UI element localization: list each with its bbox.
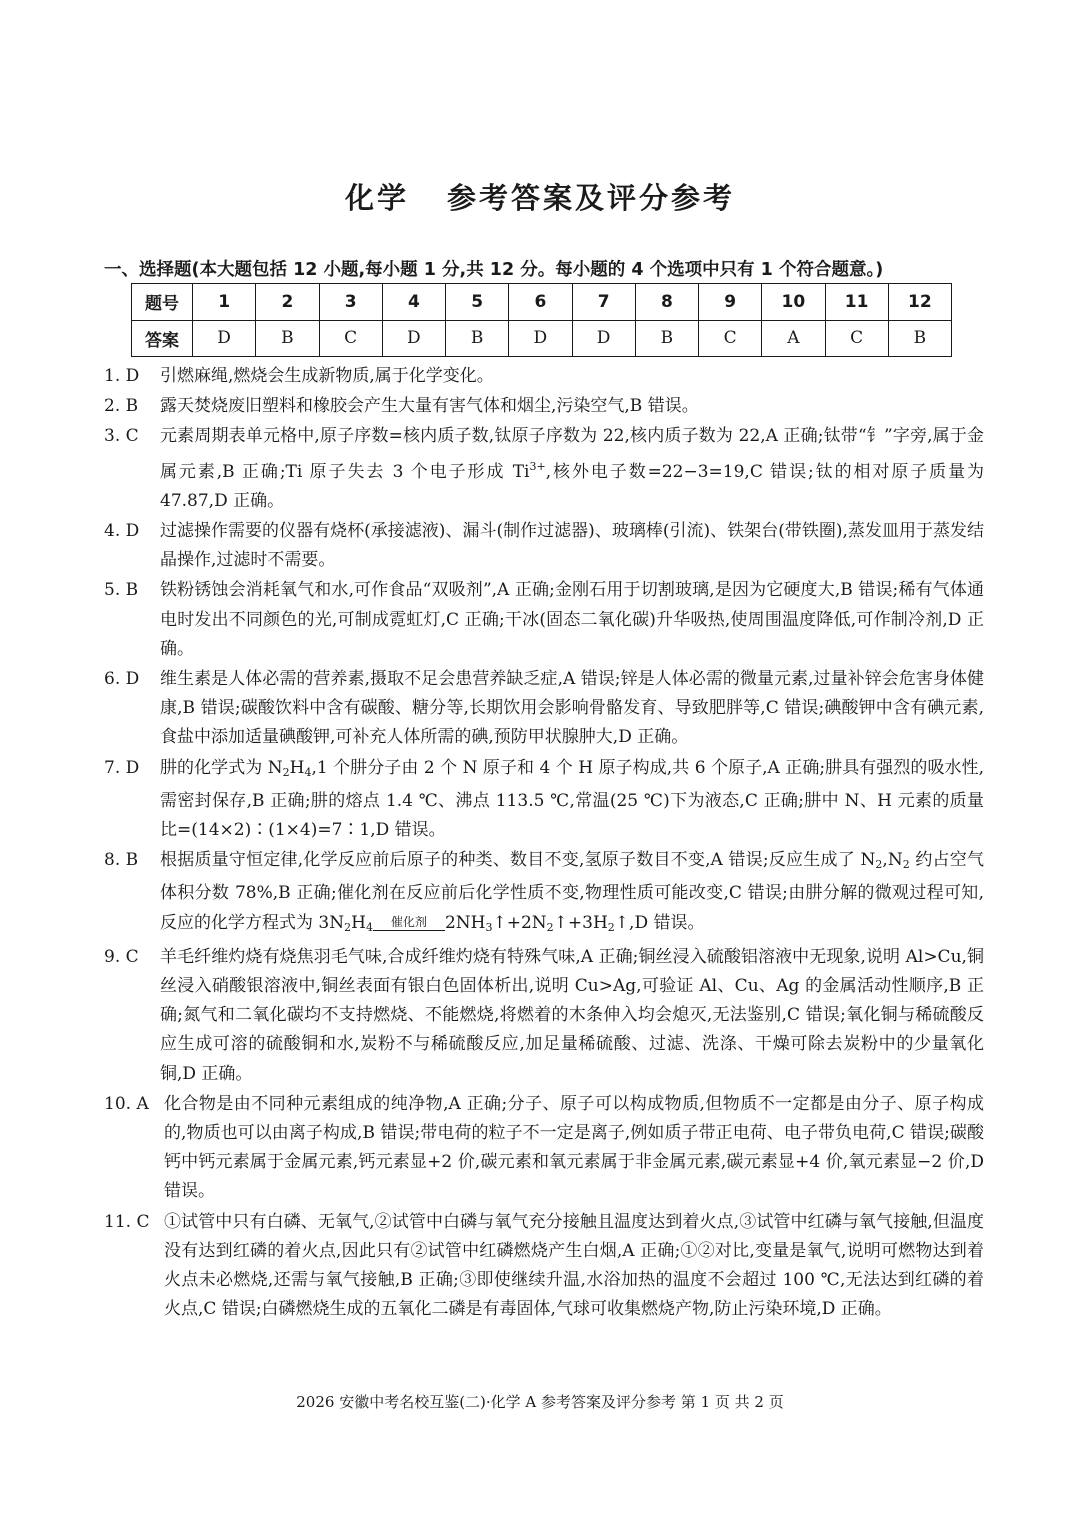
text-run: 肼的化学式为 N xyxy=(160,757,283,778)
table-row-answers xyxy=(132,320,952,357)
list-item xyxy=(104,422,984,516)
item-text: 过滤操作需要的仪器有烧杯(承接滤液)、漏斗(制作过滤器)、玻璃棒(引流)、铁架台(带铁圈),蒸发皿用于蒸发结晶操作,过滤时不需要。 xyxy=(160,521,984,571)
table-cell: 12 xyxy=(888,284,951,321)
table-cell: C xyxy=(319,320,382,357)
explanation-list xyxy=(104,362,984,1326)
text-run: 根据质量守恒定律,化学反应前后原子的种类、数目不变,氢原子数目不变,A 错误;反应生成了 N xyxy=(160,850,876,871)
item-text xyxy=(160,754,984,846)
table-cell: C xyxy=(699,320,762,357)
table-cell: D xyxy=(509,320,572,357)
subscript: 2 xyxy=(607,920,615,934)
list-item xyxy=(104,517,984,575)
subscript: 2 xyxy=(875,858,883,872)
table-cell: 5 xyxy=(446,284,509,321)
table-cell: B xyxy=(446,320,509,357)
table-cell: 1 xyxy=(193,284,256,321)
subscript: 2 xyxy=(344,920,352,934)
item-text xyxy=(160,846,984,942)
list-item xyxy=(104,1090,984,1207)
item-text: 铁粉锈蚀会消耗氧气和水,可作食品“双吸剂”,A 正确;金刚石用于切割玻璃,是因为它硬度大,B 错误;稀有气体通电时发出不同颜色的光,可制成霓虹灯,C 正确;干冰(固态二氧化碳)升华吸热,使周围温度降低,可作制冷剂,D 正确。 xyxy=(160,580,984,659)
text-run: ↑+2N xyxy=(492,912,547,933)
item-number: 4. D xyxy=(104,521,140,542)
item-number: 2. B xyxy=(104,396,139,417)
text-run: ,N xyxy=(882,850,903,871)
section-heading: 一、选择题(本大题包括 12 小题,每小题 1 分,共 12 分。每小题的 4 个选项中只有 1 个符合题意。) xyxy=(104,260,884,280)
table-cell: 8 xyxy=(635,284,698,321)
table-cell: B xyxy=(256,320,319,357)
list-item xyxy=(104,576,984,664)
row-label-numbers: 题号 xyxy=(132,284,193,321)
table-cell: B xyxy=(888,320,951,357)
table-cell: 3 xyxy=(319,284,382,321)
table-cell: 2 xyxy=(256,284,319,321)
list-item xyxy=(104,362,984,391)
item-text: ①试管中只有白磷、无氧气,②试管中白磷与氧气充分接触且温度达到着火点,③试管中红磷与氧气接触,但温度没有达到红磷的着火点,因此只有②试管中红磷燃烧产生白烟,A 正确;①②对比,变量是氧气,说明可燃物达到着火点未必燃烧,还需与氧气接触,B 正确;③即使继续升温,水浴加热的温度不会超过 100 ℃,无法达到红磷的着火点,C 错误;白磷燃烧生成的五氧化二磷是有毒固体,气球可收集燃烧产物,防止污染环境,D 正确。 xyxy=(164,1211,984,1320)
table-cell: 6 xyxy=(509,284,572,321)
text-run: 元素周期表单元格中,原子序数=核内质子数,钛原子序数为 22,核内质子数为 22,A 正确;钛带“钅”字旁,属于金属元素,B 正确;Ti 原子失去 3 个电子形成 Ti xyxy=(160,426,984,482)
subscript: 2 xyxy=(546,920,554,934)
table-cell: C xyxy=(825,320,888,357)
superscript: 3+ xyxy=(529,459,546,473)
table-cell: 7 xyxy=(572,284,635,321)
page-title xyxy=(0,176,1080,217)
item-number: 3. C xyxy=(104,426,139,447)
text-run: ↑,D 错误。 xyxy=(614,912,705,933)
list-item xyxy=(104,754,984,846)
subscript: 3 xyxy=(485,920,493,934)
table-cell: D xyxy=(572,320,635,357)
item-text xyxy=(160,422,984,516)
text-run: ,1 个肼分子由 2 个 N 原子和 4 个 H 原子构成,共 6 个原子,A 正确;肼具有强烈的吸水性,需密封保存,B 正确;肼的熔点 1.4 ℃、沸点 113.5 ℃,常温(25 ℃)下为液态,C 正确;肼中 N、H 元素的质量比=(14×2)∶(1×4)=7∶1,D 错误。 xyxy=(160,757,984,841)
table-cell: 4 xyxy=(382,284,445,321)
table-row-numbers xyxy=(132,284,952,321)
item-number: 1. D xyxy=(104,366,140,386)
table-cell: A xyxy=(762,320,825,357)
reaction-condition xyxy=(373,916,445,931)
item-number: 7. D xyxy=(104,757,140,778)
text-run: H xyxy=(289,757,305,778)
table-cell: 10 xyxy=(762,284,825,321)
item-number: 5. B xyxy=(104,580,139,601)
item-text: 露天焚烧废旧塑料和橡胶会产生大量有害气体和烟尘,污染空气,B 错误。 xyxy=(160,396,699,417)
item-number: 8. B xyxy=(104,850,139,871)
item-text: 化合物是由不同种元素组成的纯净物,A 正确;分子、原子可以构成物质,但物质不一定都是由分子、原子构成的,物质也可以由离子构成,B 错误;带电荷的粒子不一定是离子,例如质子带正电荷、电子带负电荷,C 错误;碳酸钙中钙元素属于金属元素,钙元素显+2 价,碳元素和氧元素属于非金属元素,碳元素显+4 价,氧元素显−2 价,D 错误。 xyxy=(164,1093,984,1202)
catalyst-label: 催化剂 xyxy=(390,914,427,929)
item-text: 羊毛纤维灼烧有烧焦羽毛气味,合成纤维灼烧有特殊气味,A 正确;铜丝浸入硫酸铝溶液中无现象,说明 Al>Cu,铜丝浸入硝酸银溶液中,铜丝表面有银白色固体析出,说明 Cu>Ag,可验证 Al、Cu、Ag 的金属活动性顺序,B 正确;氮气和二氧化碳均不支持燃烧、不能燃烧,将燃着的木条伸入均会熄灭,无法鉴别,C 错误;氧化铜与稀硫酸反应生成可溶的硫酸铜和水,炭粉不与稀硫酸反应,加足量稀硫酸、过滤、洗涤、干燥可除去炭粉中的少量氧化铜,D 正确。 xyxy=(160,946,984,1084)
row-label-answers: 答案 xyxy=(132,320,193,357)
list-item xyxy=(104,943,984,1089)
answer-table xyxy=(131,283,952,357)
table-cell: D xyxy=(193,320,256,357)
table-cell: 11 xyxy=(825,284,888,321)
table-cell: 9 xyxy=(699,284,762,321)
subscript: 4 xyxy=(365,920,373,934)
table-cell: D xyxy=(382,320,445,357)
text-run: ,核外电子数=22−3=19,C 错误;钛的相对原子质量为 47.87,D 正确。 xyxy=(160,461,985,511)
item-text: 引燃麻绳,燃烧会生成新物质,属于化学变化。 xyxy=(160,366,494,386)
page-footer: 2026 安徽中考名校互鉴(二)·化学 A 参考答案及评分参考 第 1 页 共 2 页 xyxy=(296,1393,784,1411)
list-item xyxy=(104,665,984,753)
item-number: 10. A xyxy=(104,1093,149,1114)
text-run: H xyxy=(351,912,366,933)
table-cell: B xyxy=(635,320,698,357)
title-main: 参考答案及评分参考 xyxy=(447,181,736,215)
text-run: 约占空气体积分数 78%,B 正确;催化剂在反应前后化学性质不变,物理性质可能改变,C 错误;由肼分解的微观过程可知,反应的化学方程式为 3N xyxy=(160,850,984,933)
item-number: 11. C xyxy=(104,1211,150,1232)
list-item xyxy=(104,1208,984,1325)
list-item xyxy=(104,392,984,421)
text-run: 2NH xyxy=(444,912,486,933)
item-number: 9. C xyxy=(104,946,139,967)
item-number: 6. D xyxy=(104,669,140,690)
item-text: 维生素是人体必需的营养素,摄取不足会患营养缺乏症,A 错误;锌是人体必需的微量元素,过量补锌会危害身体健康,B 错误;碳酸饮料中含有碳酸、糖分等,长期饮用会影响骨骼发育、导致肥胖等,C 错误;碘酸钾中含有碘元素,食盐中添加适量碘酸钾,可补充人体所需的碘,预防甲状腺肿大,D 正确。 xyxy=(160,669,984,748)
subscript: 4 xyxy=(304,765,312,779)
reaction-equals-line xyxy=(373,930,445,931)
title-subject: 化学 xyxy=(344,181,409,215)
subscript: 2 xyxy=(902,858,910,872)
list-item xyxy=(104,846,984,942)
subscript: 2 xyxy=(282,765,290,779)
text-run: ↑+3H xyxy=(553,912,608,933)
